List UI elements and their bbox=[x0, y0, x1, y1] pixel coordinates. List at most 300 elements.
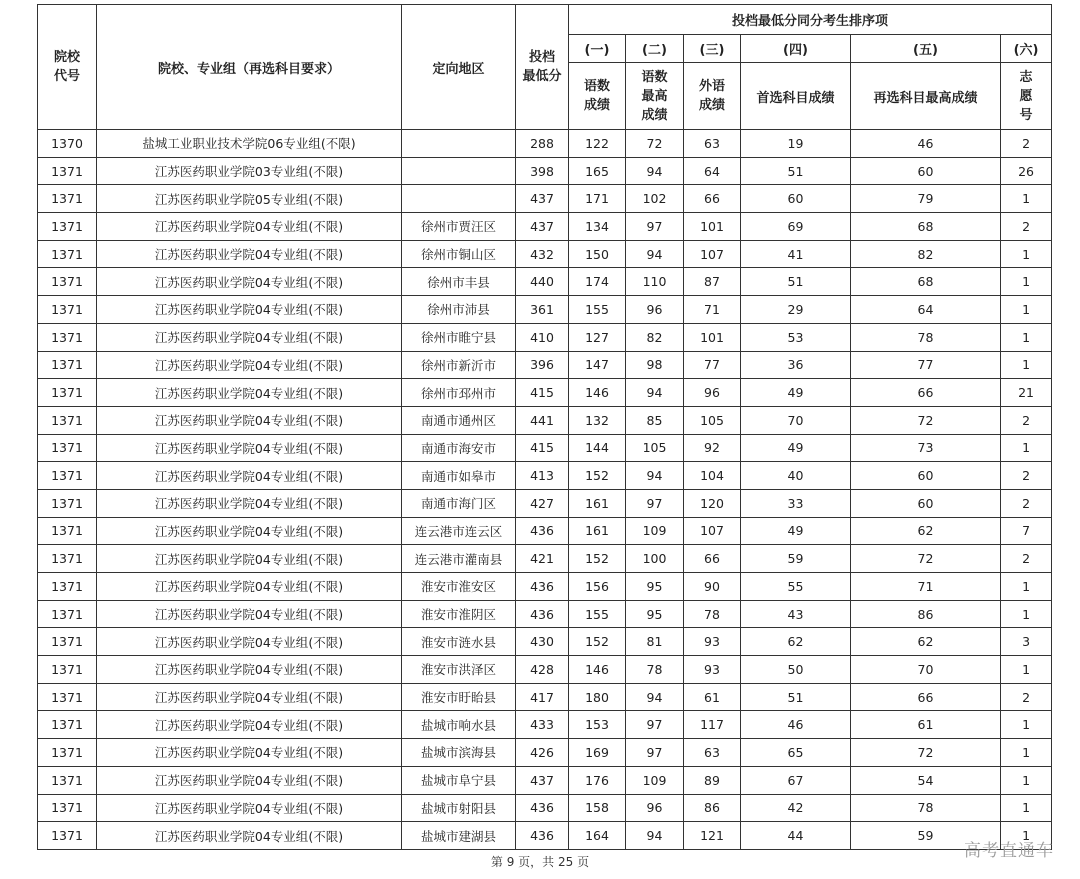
cell-t4: 44 bbox=[741, 822, 851, 850]
cell-score: 415 bbox=[516, 434, 569, 462]
cell-t4: 51 bbox=[741, 683, 851, 711]
cell-t6: 1 bbox=[1001, 822, 1052, 850]
cell-t6: 3 bbox=[1001, 628, 1052, 656]
cell-t4: 40 bbox=[741, 462, 851, 490]
cell-score: 433 bbox=[516, 711, 569, 739]
cell-code: 1371 bbox=[38, 157, 97, 185]
cell-t1: 165 bbox=[569, 157, 626, 185]
cell-t4: 42 bbox=[741, 794, 851, 822]
cell-t5: 59 bbox=[851, 822, 1001, 850]
cell-t6: 1 bbox=[1001, 656, 1052, 684]
cell-t4: 62 bbox=[741, 628, 851, 656]
cell-group: 江苏医药职业学院04专业组(不限) bbox=[97, 739, 402, 767]
cell-t2: 94 bbox=[626, 462, 684, 490]
cell-code: 1371 bbox=[38, 268, 97, 296]
cell-code: 1371 bbox=[38, 517, 97, 545]
cell-region: 徐州市邳州市 bbox=[402, 379, 516, 407]
cell-t3: 63 bbox=[684, 739, 741, 767]
cell-score: 413 bbox=[516, 462, 569, 490]
header-region: 定向地区 bbox=[402, 5, 516, 130]
table-row bbox=[38, 600, 1052, 628]
cell-t5: 60 bbox=[851, 462, 1001, 490]
cell-t3: 66 bbox=[684, 185, 741, 213]
cell-t5: 68 bbox=[851, 213, 1001, 241]
cell-t1: 156 bbox=[569, 573, 626, 601]
cell-t3: 86 bbox=[684, 794, 741, 822]
cell-code: 1371 bbox=[38, 573, 97, 601]
cell-group: 江苏医药职业学院04专业组(不限) bbox=[97, 462, 402, 490]
cell-t5: 64 bbox=[851, 296, 1001, 324]
cell-t2: 109 bbox=[626, 766, 684, 794]
cell-t3: 64 bbox=[684, 157, 741, 185]
cell-group: 江苏医药职业学院04专业组(不限) bbox=[97, 600, 402, 628]
cell-t5: 72 bbox=[851, 545, 1001, 573]
cell-t4: 67 bbox=[741, 766, 851, 794]
cell-group: 江苏医药职业学院04专业组(不限) bbox=[97, 517, 402, 545]
cell-t1: 147 bbox=[569, 351, 626, 379]
cell-t2: 85 bbox=[626, 406, 684, 434]
cell-score: 440 bbox=[516, 268, 569, 296]
cell-region: 徐州市沛县 bbox=[402, 296, 516, 324]
cell-group: 江苏医药职业学院04专业组(不限) bbox=[97, 296, 402, 324]
table-row bbox=[38, 711, 1052, 739]
cell-t6: 26 bbox=[1001, 157, 1052, 185]
header-chinese-math-max: 语数 最高 成绩 bbox=[626, 63, 684, 130]
cell-t6: 2 bbox=[1001, 130, 1052, 158]
header-tiebreak-num: (四) bbox=[741, 35, 851, 63]
cell-region: 徐州市铜山区 bbox=[402, 240, 516, 268]
cell-code: 1371 bbox=[38, 739, 97, 767]
header-tiebreak-num: (二) bbox=[626, 35, 684, 63]
cell-score: 437 bbox=[516, 185, 569, 213]
cell-t2: 94 bbox=[626, 157, 684, 185]
cell-code: 1371 bbox=[38, 379, 97, 407]
cell-t4: 70 bbox=[741, 406, 851, 434]
table-body bbox=[38, 130, 1052, 850]
cell-region bbox=[402, 157, 516, 185]
header-tiebreak-num: (六) bbox=[1001, 35, 1052, 63]
cell-t3: 107 bbox=[684, 517, 741, 545]
header-college-code: 院校 代号 bbox=[38, 5, 97, 130]
cell-t2: 97 bbox=[626, 489, 684, 517]
cell-t1: 176 bbox=[569, 766, 626, 794]
cell-t4: 60 bbox=[741, 185, 851, 213]
cell-score: 436 bbox=[516, 794, 569, 822]
cell-t5: 68 bbox=[851, 268, 1001, 296]
cell-region: 淮安市盱眙县 bbox=[402, 683, 516, 711]
cell-group: 江苏医药职业学院04专业组(不限) bbox=[97, 240, 402, 268]
cell-score: 288 bbox=[516, 130, 569, 158]
cell-t6: 21 bbox=[1001, 379, 1052, 407]
cell-code: 1371 bbox=[38, 462, 97, 490]
cell-score: 436 bbox=[516, 822, 569, 850]
cell-group: 江苏医药职业学院04专业组(不限) bbox=[97, 545, 402, 573]
cell-code: 1371 bbox=[38, 296, 97, 324]
cell-code: 1371 bbox=[38, 240, 97, 268]
cell-group: 江苏医药职业学院04专业组(不限) bbox=[97, 766, 402, 794]
cell-t1: 152 bbox=[569, 545, 626, 573]
cell-group: 江苏医药职业学院04专业组(不限) bbox=[97, 573, 402, 601]
cell-t1: 146 bbox=[569, 656, 626, 684]
cell-region: 连云港市连云区 bbox=[402, 517, 516, 545]
cell-t6: 2 bbox=[1001, 545, 1052, 573]
cell-region: 盐城市射阳县 bbox=[402, 794, 516, 822]
table-row bbox=[38, 683, 1052, 711]
cell-code: 1371 bbox=[38, 683, 97, 711]
cell-t1: 158 bbox=[569, 794, 626, 822]
header-tiebreak-num: (三) bbox=[684, 35, 741, 63]
cell-t6: 2 bbox=[1001, 213, 1052, 241]
cell-t6: 1 bbox=[1001, 240, 1052, 268]
cell-t6: 1 bbox=[1001, 268, 1052, 296]
cell-t1: 164 bbox=[569, 822, 626, 850]
table-row bbox=[38, 434, 1052, 462]
cell-region: 盐城市滨海县 bbox=[402, 739, 516, 767]
cell-score: 430 bbox=[516, 628, 569, 656]
cell-group: 江苏医药职业学院04专业组(不限) bbox=[97, 711, 402, 739]
cell-t2: 96 bbox=[626, 296, 684, 324]
cell-t2: 96 bbox=[626, 794, 684, 822]
cell-t3: 101 bbox=[684, 213, 741, 241]
cell-group: 江苏医药职业学院04专业组(不限) bbox=[97, 379, 402, 407]
cell-t2: 110 bbox=[626, 268, 684, 296]
cell-region: 连云港市灌南县 bbox=[402, 545, 516, 573]
cell-region: 盐城市建湖县 bbox=[402, 822, 516, 850]
cell-t4: 36 bbox=[741, 351, 851, 379]
cell-t3: 107 bbox=[684, 240, 741, 268]
cell-t2: 97 bbox=[626, 213, 684, 241]
cell-t5: 72 bbox=[851, 406, 1001, 434]
cell-t2: 97 bbox=[626, 711, 684, 739]
cell-region: 淮安市淮安区 bbox=[402, 573, 516, 601]
cell-t2: 82 bbox=[626, 323, 684, 351]
cell-code: 1371 bbox=[38, 323, 97, 351]
header-college-group: 院校、专业组（再选科目要求） bbox=[97, 5, 402, 130]
cell-t5: 72 bbox=[851, 739, 1001, 767]
cell-t6: 1 bbox=[1001, 185, 1052, 213]
cell-t5: 82 bbox=[851, 240, 1001, 268]
cell-t5: 66 bbox=[851, 379, 1001, 407]
table-row bbox=[38, 545, 1052, 573]
cell-t6: 1 bbox=[1001, 711, 1052, 739]
header-tiebreak-num: (五) bbox=[851, 35, 1001, 63]
cell-t6: 1 bbox=[1001, 323, 1052, 351]
cell-t5: 73 bbox=[851, 434, 1001, 462]
cell-t4: 53 bbox=[741, 323, 851, 351]
cell-t1: 161 bbox=[569, 517, 626, 545]
table-row bbox=[38, 213, 1052, 241]
table-row bbox=[38, 822, 1052, 850]
cell-group: 江苏医药职业学院04专业组(不限) bbox=[97, 683, 402, 711]
cell-t6: 2 bbox=[1001, 406, 1052, 434]
cell-t3: 93 bbox=[684, 656, 741, 684]
cell-code: 1371 bbox=[38, 794, 97, 822]
cell-t4: 55 bbox=[741, 573, 851, 601]
cell-t4: 69 bbox=[741, 213, 851, 241]
table-header bbox=[38, 5, 1052, 130]
cell-score: 417 bbox=[516, 683, 569, 711]
cell-group: 江苏医药职业学院04专业组(不限) bbox=[97, 434, 402, 462]
cell-code: 1371 bbox=[38, 351, 97, 379]
cell-t6: 1 bbox=[1001, 573, 1052, 601]
table-row bbox=[38, 157, 1052, 185]
cell-region: 淮安市洪泽区 bbox=[402, 656, 516, 684]
table-row bbox=[38, 766, 1052, 794]
cell-group: 江苏医药职业学院04专业组(不限) bbox=[97, 268, 402, 296]
cell-t5: 70 bbox=[851, 656, 1001, 684]
cell-t3: 117 bbox=[684, 711, 741, 739]
cell-code: 1371 bbox=[38, 489, 97, 517]
cell-t5: 78 bbox=[851, 794, 1001, 822]
cell-t6: 2 bbox=[1001, 683, 1052, 711]
cell-region: 淮安市淮阴区 bbox=[402, 600, 516, 628]
cell-t5: 60 bbox=[851, 489, 1001, 517]
cell-t3: 93 bbox=[684, 628, 741, 656]
cell-score: 361 bbox=[516, 296, 569, 324]
cell-t4: 50 bbox=[741, 656, 851, 684]
cell-t3: 105 bbox=[684, 406, 741, 434]
cell-t3: 92 bbox=[684, 434, 741, 462]
cell-score: 436 bbox=[516, 573, 569, 601]
table-row bbox=[38, 489, 1052, 517]
table-row bbox=[38, 739, 1052, 767]
cell-score: 427 bbox=[516, 489, 569, 517]
cell-t5: 54 bbox=[851, 766, 1001, 794]
table-row bbox=[38, 268, 1052, 296]
cell-score: 421 bbox=[516, 545, 569, 573]
cell-code: 1371 bbox=[38, 628, 97, 656]
table-row bbox=[38, 406, 1052, 434]
cell-t2: 94 bbox=[626, 240, 684, 268]
header-tiebreak-num: (一) bbox=[569, 35, 626, 63]
cell-t2: 109 bbox=[626, 517, 684, 545]
cell-t3: 101 bbox=[684, 323, 741, 351]
cell-t6: 1 bbox=[1001, 766, 1052, 794]
cell-code: 1371 bbox=[38, 656, 97, 684]
cell-region: 徐州市新沂市 bbox=[402, 351, 516, 379]
cell-t1: 169 bbox=[569, 739, 626, 767]
cell-group: 江苏医药职业学院04专业组(不限) bbox=[97, 489, 402, 517]
cell-group: 江苏医药职业学院04专业组(不限) bbox=[97, 406, 402, 434]
cell-score: 437 bbox=[516, 766, 569, 794]
cell-t2: 105 bbox=[626, 434, 684, 462]
cell-code: 1371 bbox=[38, 600, 97, 628]
cell-t3: 78 bbox=[684, 600, 741, 628]
header-preference-number: 志 愿 号 bbox=[1001, 63, 1052, 130]
cell-region: 盐城市响水县 bbox=[402, 711, 516, 739]
cell-score: 396 bbox=[516, 351, 569, 379]
cell-t4: 29 bbox=[741, 296, 851, 324]
cell-t5: 62 bbox=[851, 517, 1001, 545]
table-row bbox=[38, 240, 1052, 268]
cell-t2: 94 bbox=[626, 822, 684, 850]
cell-score: 415 bbox=[516, 379, 569, 407]
cell-t4: 65 bbox=[741, 739, 851, 767]
cell-t1: 155 bbox=[569, 600, 626, 628]
cell-t2: 95 bbox=[626, 573, 684, 601]
cell-t1: 134 bbox=[569, 213, 626, 241]
cell-t3: 61 bbox=[684, 683, 741, 711]
table-row bbox=[38, 351, 1052, 379]
table-row bbox=[38, 573, 1052, 601]
cell-code: 1371 bbox=[38, 766, 97, 794]
cell-t2: 94 bbox=[626, 379, 684, 407]
admission-score-table bbox=[37, 4, 1052, 850]
cell-group: 江苏医药职业学院04专业组(不限) bbox=[97, 213, 402, 241]
cell-t2: 95 bbox=[626, 600, 684, 628]
cell-t3: 90 bbox=[684, 573, 741, 601]
cell-score: 428 bbox=[516, 656, 569, 684]
cell-t6: 2 bbox=[1001, 462, 1052, 490]
cell-score: 410 bbox=[516, 323, 569, 351]
cell-t6: 7 bbox=[1001, 517, 1052, 545]
table-row bbox=[38, 794, 1052, 822]
cell-group: 江苏医药职业学院05专业组(不限) bbox=[97, 185, 402, 213]
cell-t2: 81 bbox=[626, 628, 684, 656]
cell-t5: 61 bbox=[851, 711, 1001, 739]
cell-t4: 41 bbox=[741, 240, 851, 268]
cell-t6: 1 bbox=[1001, 351, 1052, 379]
table-row bbox=[38, 628, 1052, 656]
cell-t6: 1 bbox=[1001, 600, 1052, 628]
cell-region: 南通市海安市 bbox=[402, 434, 516, 462]
header-chinese-math-score: 语数 成绩 bbox=[569, 63, 626, 130]
cell-region: 徐州市贾汪区 bbox=[402, 213, 516, 241]
table-row bbox=[38, 130, 1052, 158]
cell-t5: 60 bbox=[851, 157, 1001, 185]
cell-region: 南通市海门区 bbox=[402, 489, 516, 517]
cell-group: 江苏医药职业学院04专业组(不限) bbox=[97, 351, 402, 379]
cell-region: 徐州市睢宁县 bbox=[402, 323, 516, 351]
cell-t4: 46 bbox=[741, 711, 851, 739]
header-min-score: 投档 最低分 bbox=[516, 5, 569, 130]
cell-t3: 71 bbox=[684, 296, 741, 324]
cell-t3: 89 bbox=[684, 766, 741, 794]
header-elective-max: 再选科目最高成绩 bbox=[851, 63, 1001, 130]
cell-t6: 1 bbox=[1001, 794, 1052, 822]
cell-region: 南通市通州区 bbox=[402, 406, 516, 434]
cell-t2: 97 bbox=[626, 739, 684, 767]
cell-t2: 98 bbox=[626, 351, 684, 379]
cell-t6: 1 bbox=[1001, 739, 1052, 767]
cell-t1: 180 bbox=[569, 683, 626, 711]
cell-group: 江苏医药职业学院04专业组(不限) bbox=[97, 323, 402, 351]
cell-t2: 102 bbox=[626, 185, 684, 213]
cell-code: 1371 bbox=[38, 185, 97, 213]
table-row bbox=[38, 185, 1052, 213]
cell-score: 441 bbox=[516, 406, 569, 434]
cell-t3: 120 bbox=[684, 489, 741, 517]
cell-t5: 66 bbox=[851, 683, 1001, 711]
cell-t1: 122 bbox=[569, 130, 626, 158]
cell-region bbox=[402, 130, 516, 158]
cell-region: 淮安市涟水县 bbox=[402, 628, 516, 656]
cell-region: 徐州市丰县 bbox=[402, 268, 516, 296]
header-foreign-language: 外语 成绩 bbox=[684, 63, 741, 130]
cell-t4: 59 bbox=[741, 545, 851, 573]
cell-t1: 153 bbox=[569, 711, 626, 739]
cell-t5: 46 bbox=[851, 130, 1001, 158]
table-row bbox=[38, 323, 1052, 351]
cell-t3: 77 bbox=[684, 351, 741, 379]
cell-score: 432 bbox=[516, 240, 569, 268]
cell-t5: 77 bbox=[851, 351, 1001, 379]
cell-t2: 100 bbox=[626, 545, 684, 573]
cell-t4: 51 bbox=[741, 157, 851, 185]
cell-t6: 1 bbox=[1001, 434, 1052, 462]
cell-region: 盐城市阜宁县 bbox=[402, 766, 516, 794]
cell-t4: 49 bbox=[741, 517, 851, 545]
table-row bbox=[38, 296, 1052, 324]
cell-t1: 127 bbox=[569, 323, 626, 351]
table-row bbox=[38, 379, 1052, 407]
cell-region: 南通市如皋市 bbox=[402, 462, 516, 490]
cell-score: 398 bbox=[516, 157, 569, 185]
cell-score: 436 bbox=[516, 517, 569, 545]
cell-t5: 79 bbox=[851, 185, 1001, 213]
cell-t4: 33 bbox=[741, 489, 851, 517]
cell-t4: 49 bbox=[741, 379, 851, 407]
cell-t1: 144 bbox=[569, 434, 626, 462]
cell-t4: 19 bbox=[741, 130, 851, 158]
cell-t1: 171 bbox=[569, 185, 626, 213]
cell-t6: 2 bbox=[1001, 489, 1052, 517]
watermark: 高考直通车 bbox=[964, 841, 1054, 861]
cell-t3: 121 bbox=[684, 822, 741, 850]
cell-score: 437 bbox=[516, 213, 569, 241]
cell-group: 江苏医药职业学院04专业组(不限) bbox=[97, 822, 402, 850]
table-row bbox=[38, 517, 1052, 545]
cell-t1: 174 bbox=[569, 268, 626, 296]
cell-t5: 78 bbox=[851, 323, 1001, 351]
cell-region bbox=[402, 185, 516, 213]
cell-t4: 51 bbox=[741, 268, 851, 296]
cell-t1: 152 bbox=[569, 462, 626, 490]
table-row bbox=[38, 462, 1052, 490]
cell-group: 盐城工业职业技术学院06专业组(不限) bbox=[97, 130, 402, 158]
cell-score: 436 bbox=[516, 600, 569, 628]
cell-t3: 96 bbox=[684, 379, 741, 407]
cell-t3: 63 bbox=[684, 130, 741, 158]
cell-code: 1370 bbox=[38, 130, 97, 158]
cell-code: 1371 bbox=[38, 545, 97, 573]
cell-code: 1371 bbox=[38, 406, 97, 434]
cell-t1: 152 bbox=[569, 628, 626, 656]
cell-t2: 78 bbox=[626, 656, 684, 684]
cell-t3: 66 bbox=[684, 545, 741, 573]
cell-code: 1371 bbox=[38, 434, 97, 462]
cell-group: 江苏医药职业学院04专业组(不限) bbox=[97, 656, 402, 684]
cell-code: 1371 bbox=[38, 711, 97, 739]
cell-t1: 150 bbox=[569, 240, 626, 268]
cell-t3: 104 bbox=[684, 462, 741, 490]
cell-t1: 132 bbox=[569, 406, 626, 434]
cell-score: 426 bbox=[516, 739, 569, 767]
cell-t1: 146 bbox=[569, 379, 626, 407]
table-row bbox=[38, 656, 1052, 684]
cell-t5: 62 bbox=[851, 628, 1001, 656]
cell-group: 江苏医药职业学院04专业组(不限) bbox=[97, 628, 402, 656]
cell-code: 1371 bbox=[38, 213, 97, 241]
cell-t3: 87 bbox=[684, 268, 741, 296]
cell-group: 江苏医药职业学院04专业组(不限) bbox=[97, 794, 402, 822]
cell-t2: 94 bbox=[626, 683, 684, 711]
cell-t1: 161 bbox=[569, 489, 626, 517]
cell-t6: 1 bbox=[1001, 296, 1052, 324]
cell-t4: 49 bbox=[741, 434, 851, 462]
cell-t2: 72 bbox=[626, 130, 684, 158]
cell-code: 1371 bbox=[38, 822, 97, 850]
